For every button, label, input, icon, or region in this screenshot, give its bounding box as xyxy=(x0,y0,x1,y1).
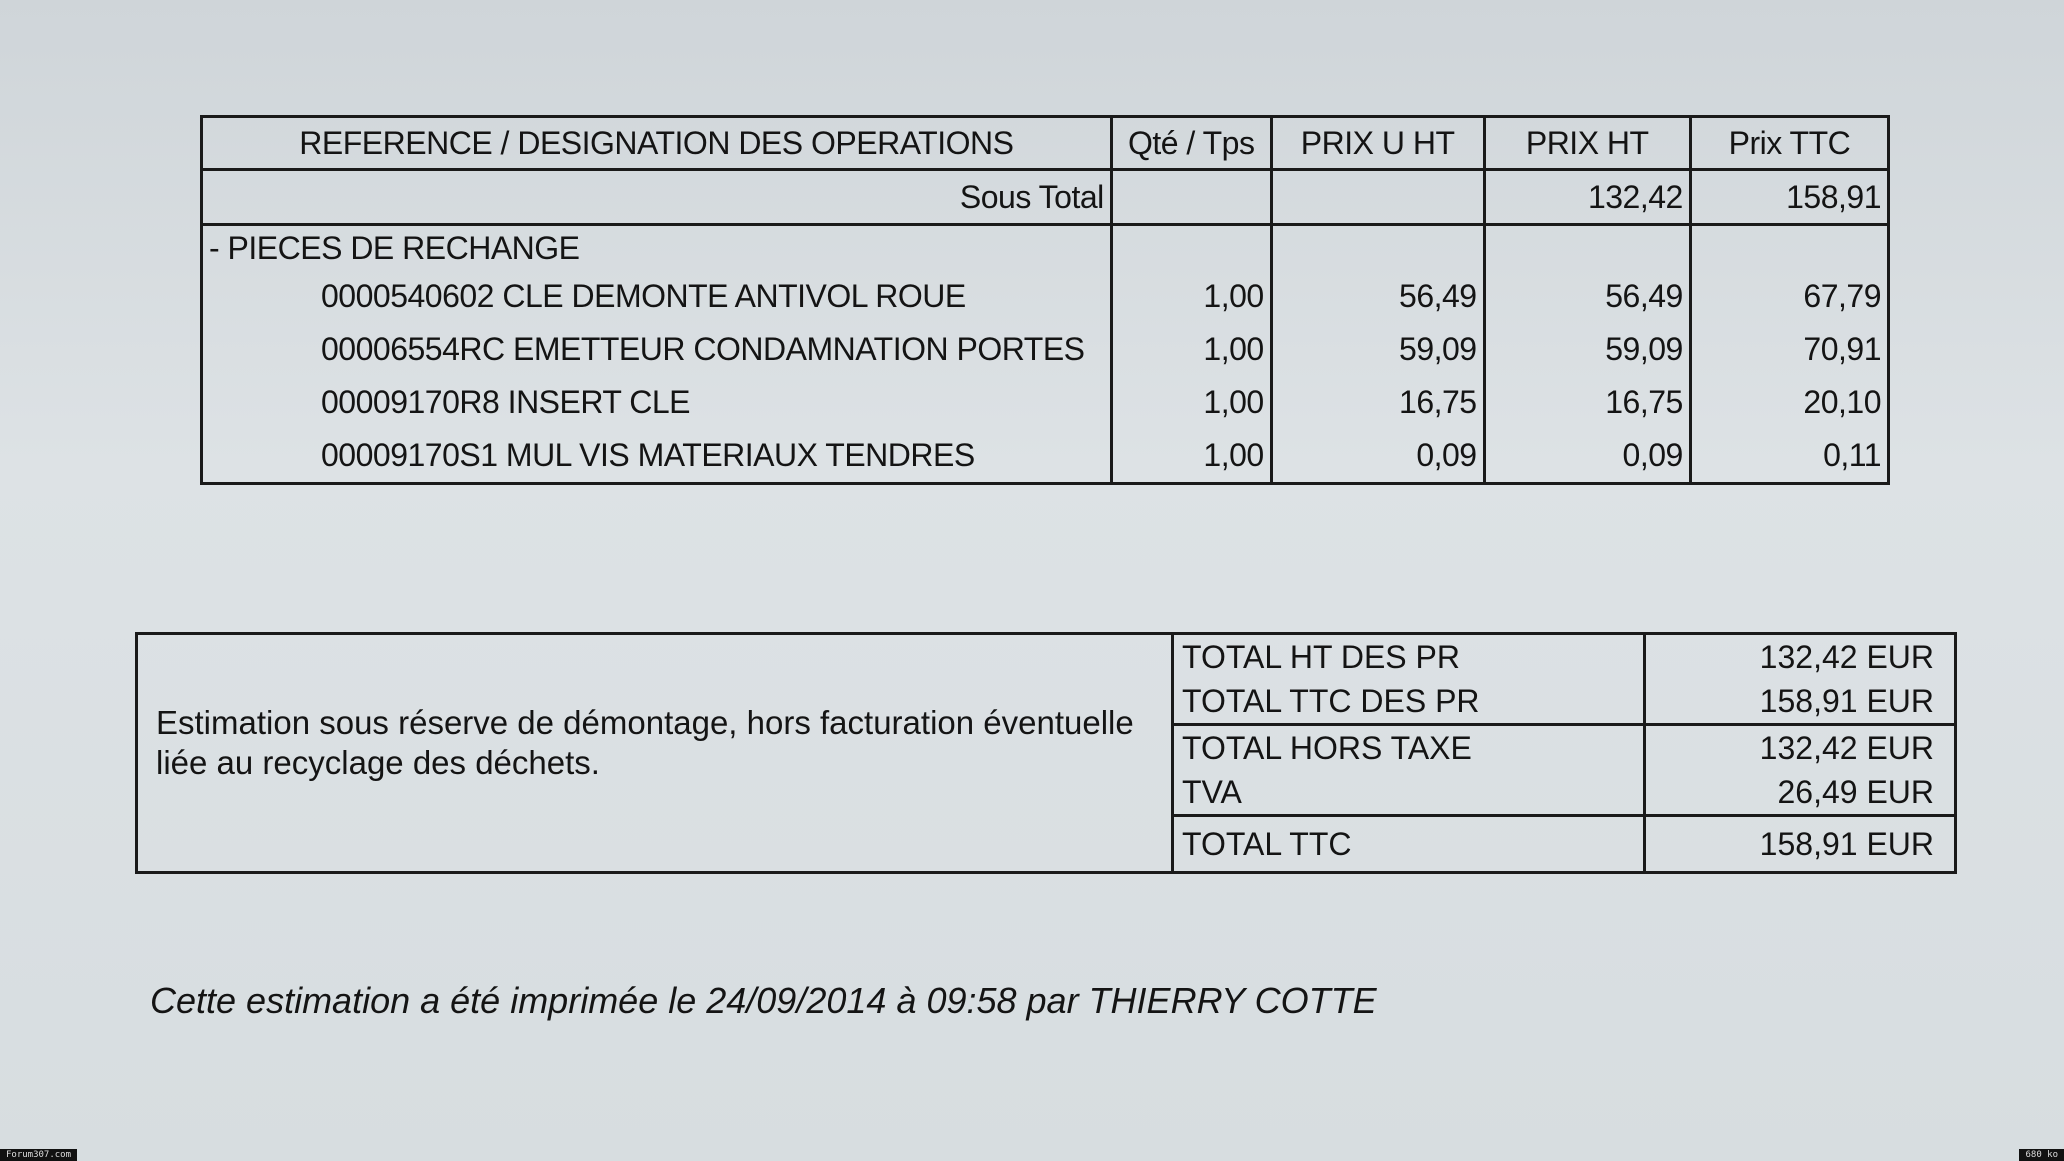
item-unit-price: 59,09 xyxy=(1271,323,1484,376)
item-price-ht: 16,75 xyxy=(1484,376,1690,429)
section-label: - PIECES DE RECHANGE xyxy=(202,225,1112,271)
item-price-ttc: 67,79 xyxy=(1690,270,1888,323)
parts-table xyxy=(200,115,1890,485)
totals-summary xyxy=(1174,635,1954,871)
item-unit-price: 0,09 xyxy=(1271,429,1484,484)
header-unit-price: PRIX U HT xyxy=(1271,117,1484,170)
item-qty: 1,00 xyxy=(1111,429,1271,484)
item-price-ttc: 0,11 xyxy=(1690,429,1888,484)
item-price-ttc: 70,91 xyxy=(1690,323,1888,376)
item-unit-price: 56,49 xyxy=(1271,270,1484,323)
table-row xyxy=(202,376,1889,429)
section-row xyxy=(202,225,1889,271)
subtotal-price-ttc: 158,91 xyxy=(1690,170,1888,225)
subtotal-row xyxy=(202,170,1889,225)
print-footer: Cette estimation a été imprimée le 24/09/2014 à 09:58 par THIERRY COTTE xyxy=(150,980,1377,1021)
total-row xyxy=(1174,770,1954,817)
item-qty: 1,00 xyxy=(1111,270,1271,323)
item-designation: 00006554RC EMETTEUR CONDAMNATION PORTES xyxy=(202,323,1112,376)
header-price-ht: PRIX HT xyxy=(1484,117,1690,170)
total-value: 26,49 EUR xyxy=(1777,773,1934,810)
header-qty: Qté / Tps xyxy=(1111,117,1271,170)
watermark-left: Forum307.com xyxy=(0,1149,77,1161)
item-price-ht: 59,09 xyxy=(1484,323,1690,376)
table-row xyxy=(202,323,1889,376)
total-row xyxy=(1174,679,1954,726)
item-price-ht: 56,49 xyxy=(1484,270,1690,323)
total-value: 132,42 EUR xyxy=(1759,729,1934,766)
estimation-note xyxy=(138,635,1174,871)
item-price-ht: 0,09 xyxy=(1484,429,1690,484)
subtotal-qty-empty xyxy=(1111,170,1271,225)
item-qty: 1,00 xyxy=(1111,376,1271,429)
total-value: 158,91 EUR xyxy=(1759,825,1934,862)
header-designation: REFERENCE / DESIGNATION DES OPERATIONS xyxy=(202,117,1112,170)
item-designation: 0000540602 CLE DEMONTE ANTIVOL ROUE xyxy=(202,270,1112,323)
totals-box xyxy=(135,632,1957,874)
table-row xyxy=(202,270,1889,323)
item-designation: 00009170S1 MUL VIS MATERIAUX TENDRES xyxy=(202,429,1112,484)
total-label: TOTAL HORS TAXE xyxy=(1174,726,1646,770)
item-designation: 00009170R8 INSERT CLE xyxy=(202,376,1112,429)
subtotal-label: Sous Total xyxy=(202,170,1112,225)
subtotal-pu-empty xyxy=(1271,170,1484,225)
total-label: TOTAL HT DES PR xyxy=(1174,635,1646,679)
total-label: TVA xyxy=(1174,770,1646,814)
total-row xyxy=(1174,726,1954,770)
item-qty: 1,00 xyxy=(1111,323,1271,376)
estimation-note-text: Estimation sous réserve de démontage, hors facturation éventuelle liée au recyclage des déchets. xyxy=(156,704,1134,781)
header-price-ttc: Prix TTC xyxy=(1690,117,1888,170)
total-row xyxy=(1174,635,1954,679)
total-label: TOTAL TTC xyxy=(1174,817,1646,871)
table-row xyxy=(202,429,1889,484)
grand-total-row xyxy=(1174,817,1954,871)
table-header-row xyxy=(202,117,1889,170)
watermark-right: 680 ko xyxy=(2019,1149,2064,1161)
subtotal-price-ht: 132,42 xyxy=(1484,170,1690,225)
total-value: 132,42 EUR xyxy=(1759,638,1934,675)
item-price-ttc: 20,10 xyxy=(1690,376,1888,429)
total-label: TOTAL TTC DES PR xyxy=(1174,679,1646,723)
item-unit-price: 16,75 xyxy=(1271,376,1484,429)
total-value: 158,91 EUR xyxy=(1759,682,1934,719)
